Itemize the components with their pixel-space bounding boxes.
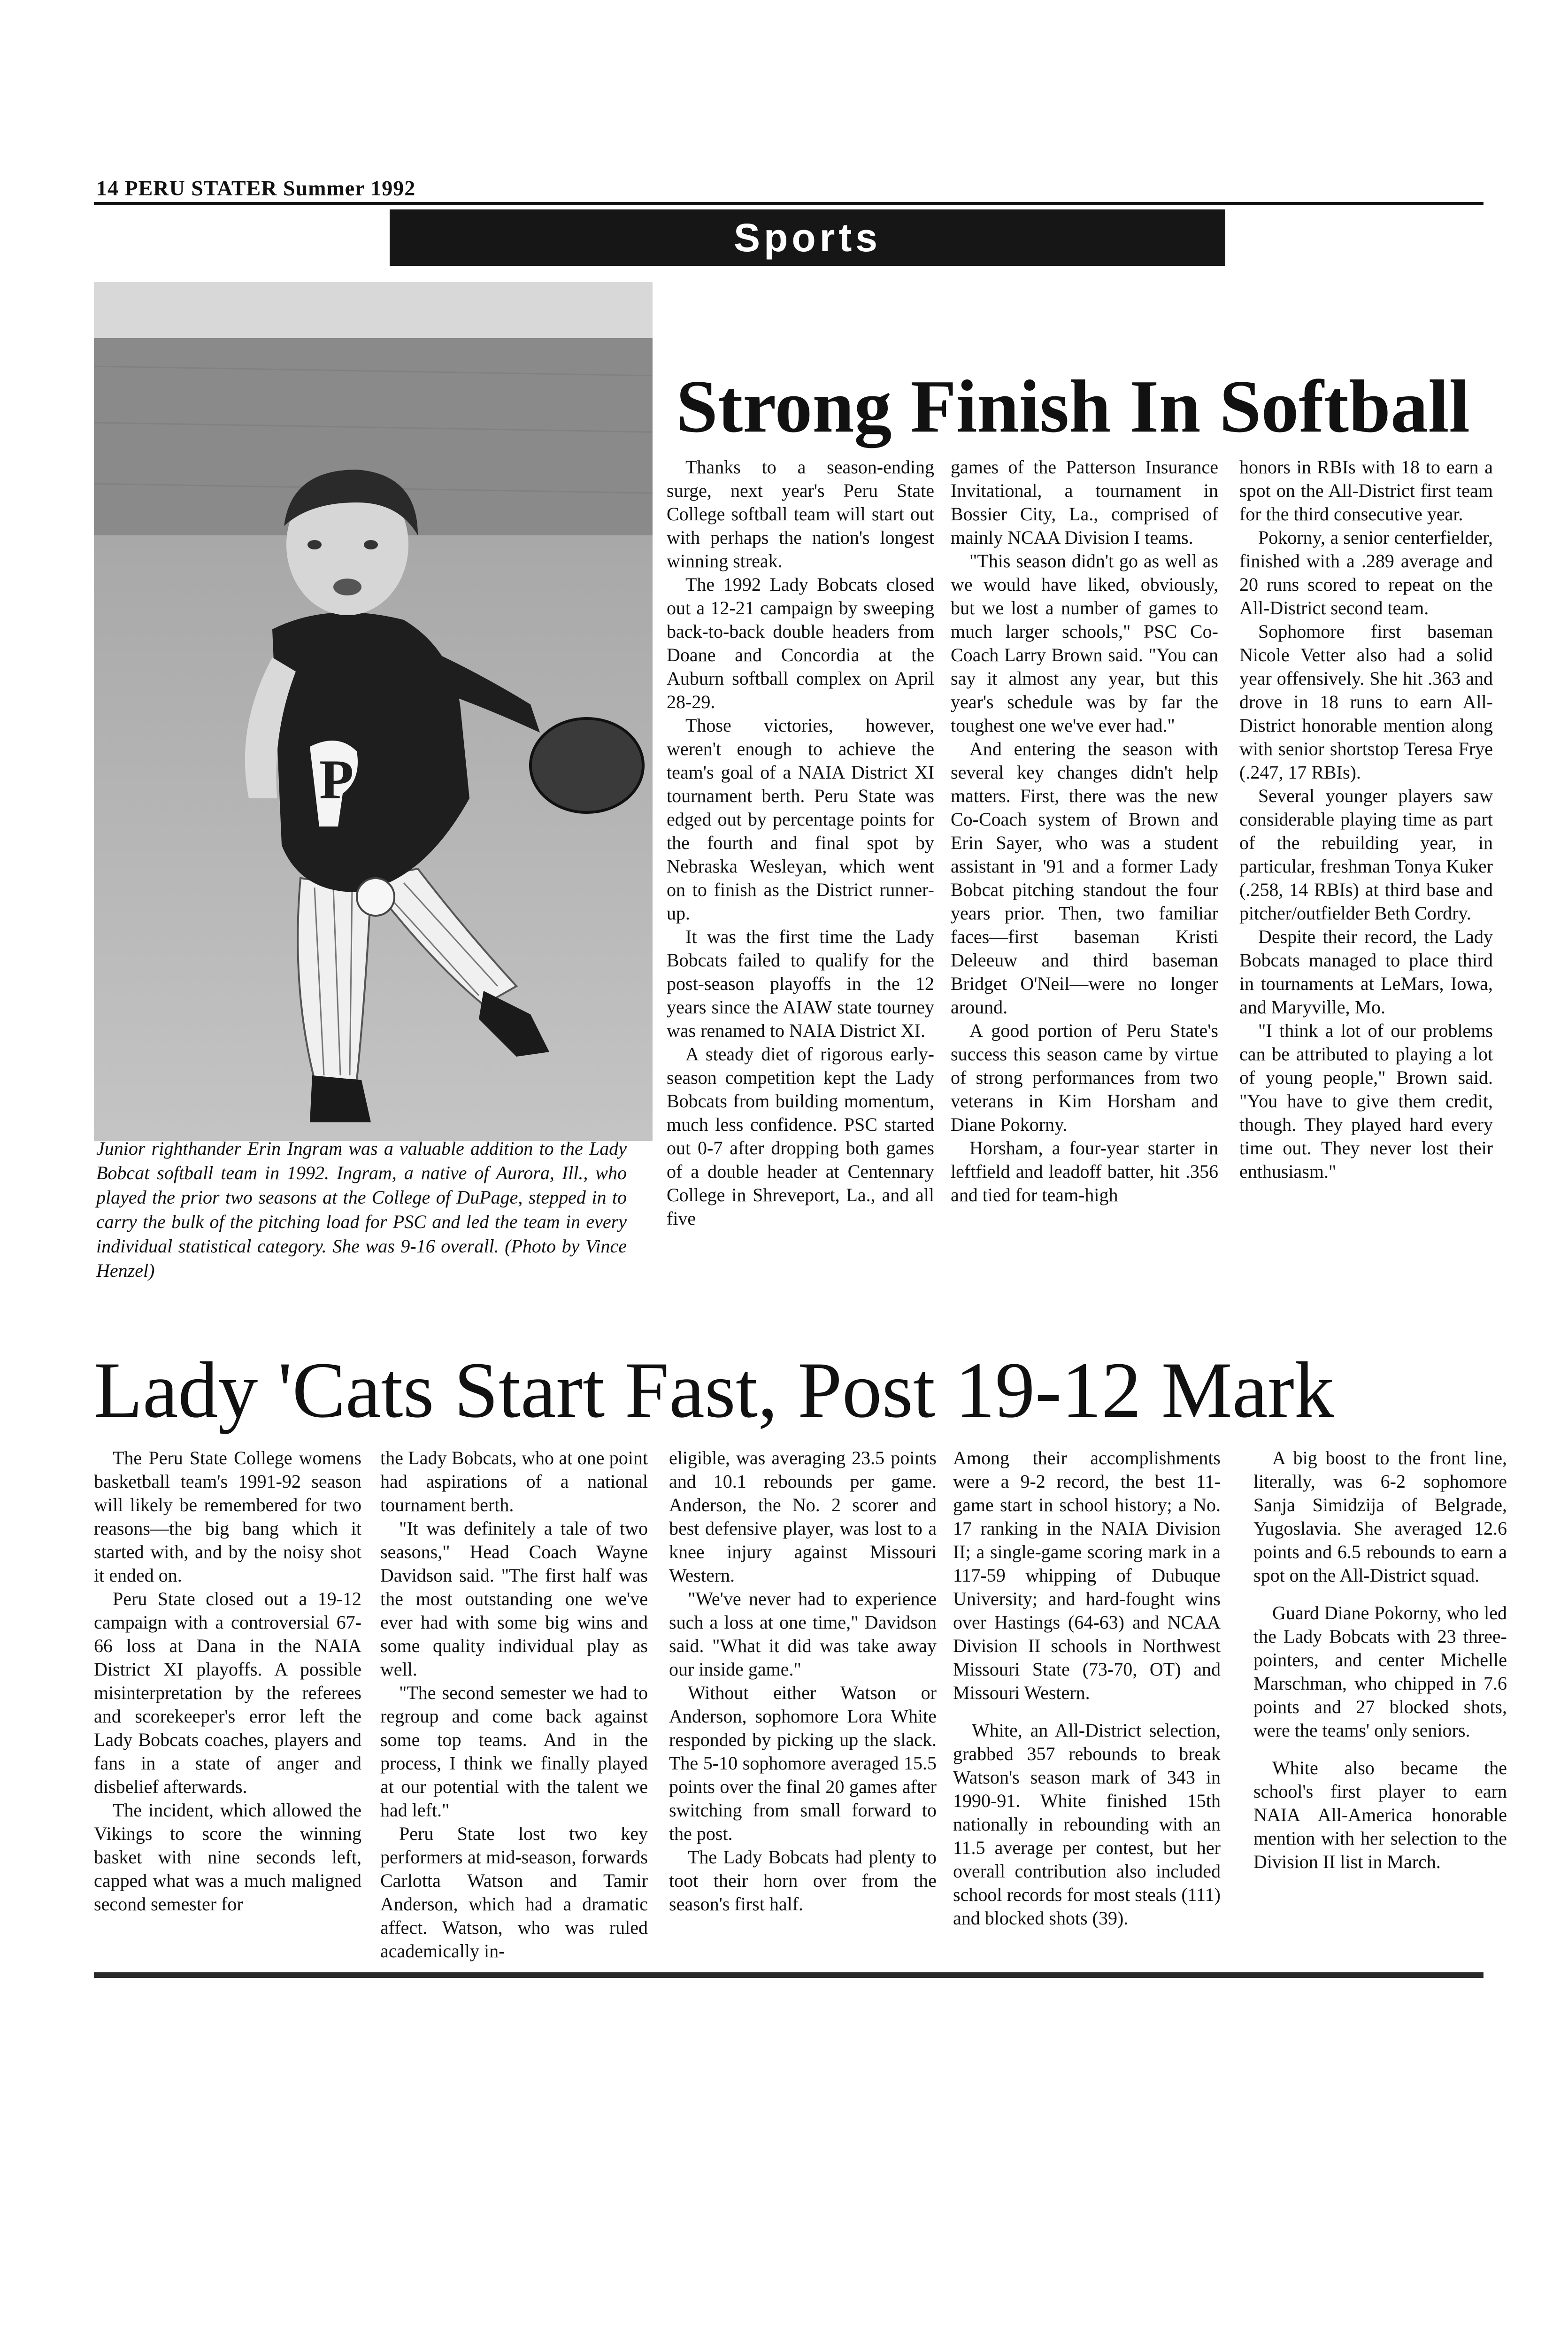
paragraph: Thanks to a season-ending surge, next year's Peru State College softball team will start out with perhaps the nation's longest winning streak.	[667, 456, 934, 572]
paragraph: And entering the season with several key changes didn't help matters. First, there was the new Co-Coach system of Brown and Erin Sayer, who was a student assistant in '91 and a former Lady Bobcat pitching standout the four years prior. Then, two familiar faces—first baseman Kristi Deleeuw and third baseman Bridget O'Neil—were no longer around.	[951, 738, 1218, 1018]
publication-name: PERU STATER	[124, 176, 277, 200]
paragraph: Guard Diane Pokorny, who led the Lady Bobcats with 23 three-pointers, and center Michelle Marschman, who chipped in 7.6 points and 27 blocked shots, were the teams' only seniors.	[1253, 1602, 1507, 1741]
paragraph: Sophomore first baseman Nicole Vetter also had a solid year offensively. She hit .363 and drove in 18 runs to earn All-District honorable mention along with senior shortstop Teresa Frye (.247, 17 RBIs).	[1239, 621, 1493, 783]
paragraph: Without either Watson or Anderson, sophomore Lora White responded by picking up the slack. The 5-10 sophomore averaged 15.5 points over the final 20 games after switching from small forward to the post.	[669, 1682, 937, 1844]
paragraph: A big boost to the front line, literally, was 6-2 sophomore Sanja Simidzija of Belgrade, Yugoslavia. She averaged 12.6 points and 6.5 rebounds to earn a spot on the All-District squad.	[1253, 1447, 1507, 1586]
paragraph: The 1992 Lady Bobcats closed out a 12-21 campaign by sweeping back-to-back double headers from Doane and Concordia at the Auburn softball complex on April 28-29.	[667, 574, 934, 712]
paragraph: White, an All-District selection, grabbed 357 rebounds to break Watson's season mark of 343 in 1990-91. White finished 15th nationally in rebounding with an 11.5 average per contest, but her overall contribution also included school records for most steals (111) and blocked shots (39).	[953, 1720, 1221, 1929]
page-folio	[96, 176, 415, 201]
paragraph: The Peru State College womens basketball team's 1991-92 season will likely be remembered for two reasons—the big bang which it started with, and by the noisy shot it ended on.	[94, 1447, 361, 1586]
paragraph: The Lady Bobcats had plenty to toot their horn over from the season's first half.	[669, 1846, 937, 1915]
jersey-letter: P	[319, 748, 354, 811]
paragraph: Horsham, a four-year starter in leftfield and leadoff batter, hit .356 and tied for team-high	[951, 1137, 1218, 1205]
basketball-headline: Lady 'Cats Start Fast, Post 19-12 Mark	[94, 1346, 1334, 1434]
paragraph: Despite their record, the Lady Bobcats managed to place third in tournaments at LeMars, Iowa, and Maryville, Mo.	[1239, 926, 1493, 1018]
bottom-rule	[94, 1972, 1483, 1978]
basketball-column-4	[953, 1446, 1221, 1930]
issue-date: Summer 1992	[283, 176, 416, 200]
paragraph: A steady diet of rigorous early-season competition kept the Lady Bobcats from building momentum, much less confidence. PSC started out 0-7 after dropping both games of a double header at Centennary College in Shreveport, La., and all five	[667, 1043, 934, 1229]
section-banner: Sports	[390, 209, 1225, 266]
top-rule	[94, 202, 1483, 205]
paragraph: "We've never had to experience such a loss at one time," Davidson said. "What it did was take away our inside game."	[669, 1588, 937, 1680]
basketball-column-2	[380, 1446, 648, 1963]
paragraph: "I think a lot of our problems can be attributed to playing a lot of young people," Brown said. "You have to give them credit, though. They played hard every time out. They never lost their enthusiasm."	[1239, 1020, 1493, 1182]
softball-column-1	[667, 456, 934, 1230]
paragraph: Pokorny, a senior centerfielder, finished with a .289 average and 20 runs scored to repeat on the All-District second team.	[1239, 527, 1493, 618]
softball-photo	[94, 282, 653, 1141]
basketball-column-5	[1253, 1446, 1507, 1874]
basketball-column-3	[669, 1446, 937, 1916]
paragraph: Peru State closed out a 19-12 campaign with a controversial 67-66 loss at Dana in the NAIA District XI playoffs. A possible misinterpretation by the referees and scorekeeper's error left the Lady Bobcats coaches, players and fans in a state of anger and disbelief afterwards.	[94, 1588, 361, 1797]
paragraph: "The second semester we had to regroup and come back against some top teams. And in the process, I think we finally played at our potential with the talent we had left."	[380, 1682, 648, 1821]
paragraph: A good portion of Peru State's success this season came by virtue of strong performances from two veterans in Kim Horsham and Diane Pokorny.	[951, 1020, 1218, 1135]
paragraph: the Lady Bobcats, who at one point had aspirations of a national tournament berth.	[380, 1447, 648, 1515]
softball-column-3	[1239, 456, 1493, 1183]
page-number: 14	[96, 176, 119, 200]
paragraph: games of the Patterson Insurance Invitational, a tournament in Bossier City, La., comprised of mainly NCAA Division I teams.	[951, 456, 1218, 548]
paragraph: White also became the school's first player to earn NAIA All-America honorable mention with her selection to the Division II list in March.	[1253, 1757, 1507, 1872]
paragraph: eligible, was averaging 23.5 points and 10.1 rebounds per game. Anderson, the No. 2 scorer and best defensive player, was lost to a knee injury against Missouri Western.	[669, 1447, 937, 1586]
paragraph: Several younger players saw considerable playing time as part of the rebuilding year, in particular, freshman Tonya Kuker (.258, 14 RBIs) at third base and pitcher/outfielder Beth Cordry.	[1239, 785, 1493, 924]
paragraph: It was the first time the Lady Bobcats failed to qualify for the post-season playoffs in the 12 years since the AIAW state tourney was renamed to NAIA District XI.	[667, 926, 934, 1041]
pitcher-illustration	[94, 282, 653, 1141]
paragraph: The incident, which allowed the Vikings to score the winning basket with nine seconds left, capped what was a much maligned second semester for	[94, 1800, 361, 1915]
paragraph: honors in RBIs with 18 to earn a spot on the All-District first team for the third consecutive year.	[1239, 456, 1493, 525]
paragraph: Among their accomplishments were a 9-2 record, the best 11-game start in school history; a No. 17 ranking in the NAIA Division II; a single-game scoring mark in a 117-59 whipping of Dubuque University; and hard-fought wins over Hastings (64-63) and NCAA Division II schools in Northwest Missouri State (73-70, OT) and Missouri Western.	[953, 1447, 1221, 1703]
basketball-column-1	[94, 1446, 361, 1916]
paragraph: "It was definitely a tale of two seasons," Head Coach Wayne Davidson said. "The first half was the most outstanding one we've ever had with some big wins and some quality individual play as well.	[380, 1518, 648, 1680]
paragraph: Those victories, however, weren't enough to achieve the team's goal of a NAIA District XI tournament berth. Peru State was edged out by percentage points for the fourth and final spot by Nebraska Wesleyan, which went on to finish as the District runner-up.	[667, 715, 934, 924]
softball-headline: Strong Finish In Softball	[676, 364, 1470, 448]
softball-column-2	[951, 456, 1218, 1207]
photo-caption: Junior righthander Erin Ingram was a valuable addition to the Lady Bobcat softball team in 1992. Ingram, a native of Aurora, Ill., who played the prior two seasons at the College of DuPage, stepped in to carry the bulk of the pitching load for PSC and led the team in every individual statistical category. She was 9-16 overall. (Photo by Vince Henzel)	[96, 1138, 627, 1281]
paragraph: Peru State lost two key performers at mid-season, forwards Carlotta Watson and Tamir Anderson, which had a dramatic affect. Watson, who was ruled academically in-	[380, 1823, 648, 1962]
paragraph: "This season didn't go as well as we would have liked, obviously, but we lost a number of games to much larger schools," PSC Co-Coach Larry Brown said. "You can say it almost any year, but this year's schedule was by far the toughest one we've ever had."	[951, 550, 1218, 736]
